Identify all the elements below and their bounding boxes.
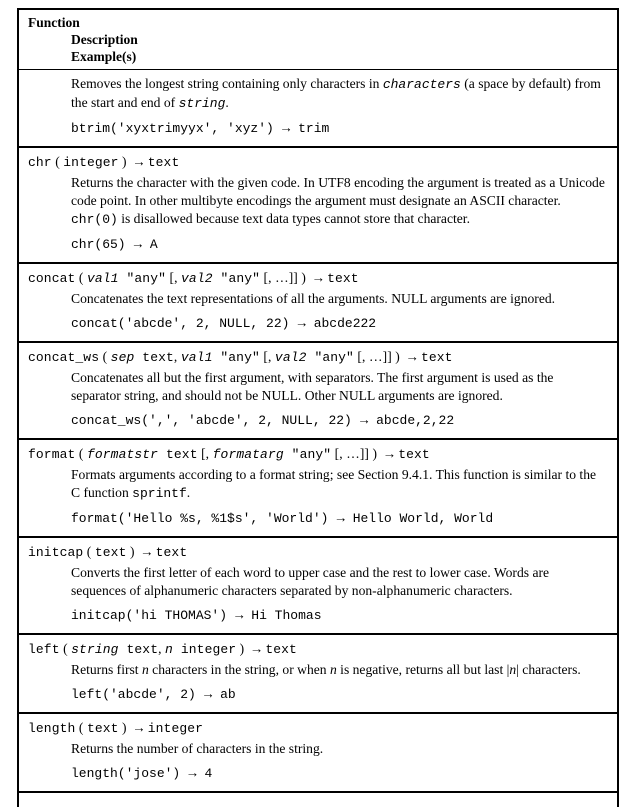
returns-arrow: →: [132, 154, 146, 169]
example-call: left('abcde', 2): [71, 687, 196, 702]
example-arrow: →: [229, 607, 250, 622]
returns-arrow: →: [382, 446, 397, 461]
function-signature: length ( text ) → integer: [28, 720, 204, 736]
function-name: chr: [28, 155, 52, 170]
returns-arrow: →: [249, 641, 264, 656]
param-type: text: [166, 447, 198, 462]
function-example: [19, 763, 617, 784]
example-result: Hi Thomas: [251, 608, 322, 623]
example-result: 4: [204, 766, 213, 781]
function-description: Concatenates the text representations of all the arguments. NULL arguments are ignored.: [71, 291, 556, 306]
param-name: val1: [180, 350, 213, 365]
param-type: "any": [220, 350, 260, 365]
function-entry-initcap: [19, 538, 617, 635]
example-result: trim: [298, 121, 330, 136]
function-name: concat_ws: [28, 350, 100, 365]
param-type: text: [126, 642, 159, 657]
function-example: [19, 234, 617, 255]
function-name: initcap: [28, 545, 84, 560]
column-header-function: Function: [28, 15, 80, 30]
function-entry-btrim: [19, 70, 617, 148]
function-entry-concat_ws: [19, 343, 617, 440]
function-name: left: [28, 642, 60, 657]
example-arrow: →: [330, 510, 351, 525]
function-signature: format ( formatstr text [, formatarg "any" [, …]] ) → text: [28, 446, 430, 462]
example-result: abcde,2,22: [376, 413, 455, 428]
function-example: [19, 508, 617, 529]
example-arrow: →: [275, 120, 297, 135]
return-type: integer: [147, 721, 204, 736]
function-signature: left ( string text, n integer ) → text: [28, 641, 297, 657]
param-type: "any": [220, 271, 261, 286]
example-call: initcap('hi THOMAS'): [71, 608, 228, 623]
example-call: concat_ws(',', 'abcde', 2, NULL, 22): [71, 413, 352, 428]
function-example: [19, 118, 617, 139]
param-ellipsis: …: [346, 446, 360, 461]
function-entry-length: [19, 714, 617, 793]
function-description: Returns first n characters in the string, or when n is negative, returns all but last |n| characters.: [71, 662, 581, 677]
param-name: string: [71, 642, 119, 657]
string-functions-table: [17, 8, 619, 793]
function-description: Removes the longest string containing only characters in characters (a space by default) from the start and end of string.: [71, 76, 601, 111]
return-type: text: [327, 271, 359, 286]
param-type: text: [142, 350, 174, 365]
example-arrow: →: [182, 765, 203, 780]
param-name: val2: [181, 271, 213, 286]
function-name: format: [28, 447, 76, 462]
function-signature: concat ( val1 "any" [, val2 "any" [, …]] ) → text: [28, 270, 359, 286]
return-type: text: [420, 350, 453, 365]
function-entry-format: [19, 440, 617, 538]
returns-arrow: →: [405, 349, 419, 364]
function-entry-left: [19, 635, 617, 714]
param-ellipsis: …: [368, 349, 383, 364]
function-description: Converts the first letter of each word to upper case and the rest to lower case. Words are sequences of alphanumeric characters separated by non-alphanumeric characters.: [71, 565, 550, 598]
example-result: abcde222: [313, 316, 377, 331]
param-type: integer: [180, 642, 237, 657]
param-name: sep: [110, 350, 135, 365]
example-result: A: [149, 237, 158, 252]
example-arrow: →: [127, 236, 148, 251]
example-call: btrim('xyxtrimyyx', 'xyz'): [71, 121, 274, 136]
function-description: Returns the character with the given code. In UTF8 encoding the argument is treated as a Unicode code point. In other multibyte encodings the argument must designate an ASCII character. chr(0) is disallowed because text data types cannot store that character.: [71, 175, 605, 227]
param-ellipsis: …: [275, 270, 289, 285]
example-call: chr(65): [71, 237, 126, 252]
function-name: concat: [28, 271, 76, 286]
table-header-row: [19, 10, 617, 70]
inline-param: string: [178, 96, 226, 111]
function-name: length: [28, 721, 76, 736]
param-type: text: [86, 721, 119, 736]
inline-variable: n: [141, 662, 149, 677]
inline-param: characters: [382, 77, 461, 92]
example-call: length('jose'): [71, 766, 181, 781]
param-type: text: [94, 545, 127, 560]
return-type: text: [155, 545, 188, 560]
function-entry-concat: [19, 264, 617, 343]
return-type: text: [398, 447, 430, 462]
returns-arrow: →: [140, 544, 154, 559]
inline-variable: n: [509, 662, 517, 677]
inline-variable: n: [329, 662, 337, 677]
function-signature: concat_ws ( sep text, val1 "any" [, val2 "any" [, …]] ) → text: [28, 349, 453, 365]
returns-arrow: →: [311, 270, 326, 285]
function-example: [19, 684, 617, 705]
inline-code: chr(0): [71, 212, 118, 227]
returns-arrow: →: [132, 720, 146, 735]
function-example: [19, 313, 617, 334]
example-arrow: →: [353, 412, 375, 427]
function-example: [19, 605, 617, 626]
function-example: [19, 410, 617, 431]
param-type: integer: [63, 155, 119, 170]
param-type: "any": [126, 271, 166, 286]
inline-code: sprintf: [132, 486, 187, 501]
column-header-examples: Example(s): [71, 49, 137, 64]
example-arrow: →: [291, 315, 312, 330]
param-name: val2: [274, 350, 307, 365]
param-name: val1: [86, 271, 119, 286]
next-row-partial: [17, 793, 619, 807]
param-name: formatstr: [86, 447, 159, 462]
param-type: "any": [291, 447, 332, 462]
column-header-description: Description: [71, 32, 138, 47]
example-arrow: →: [197, 686, 219, 701]
example-result: ab: [220, 687, 236, 702]
function-description: Formats arguments according to a format string; see Section 9.4.1. This function is similar to the C function sprintf.: [71, 467, 597, 501]
example-call: format('Hello %s, %1$s', 'World'): [71, 511, 329, 526]
table-body: [19, 70, 617, 793]
function-signature: initcap ( text ) → text: [28, 544, 188, 560]
param-name: n: [165, 642, 173, 657]
param-type: "any": [314, 350, 354, 365]
return-type: text: [147, 155, 180, 170]
param-name: formatarg: [212, 447, 284, 462]
function-entry-chr: [19, 148, 617, 264]
function-signature: chr ( integer ) → text: [28, 154, 180, 170]
example-call: concat('abcde', 2, NULL, 22): [71, 316, 290, 331]
example-result: Hello World, World: [352, 511, 494, 526]
function-description: Returns the number of characters in the string.: [71, 741, 324, 756]
function-description: Concatenates all but the first argument, with separators. The first argument is used as the separator string, and should not be NULL. Other NULL arguments are ignored.: [71, 370, 554, 403]
return-type: text: [265, 642, 297, 657]
